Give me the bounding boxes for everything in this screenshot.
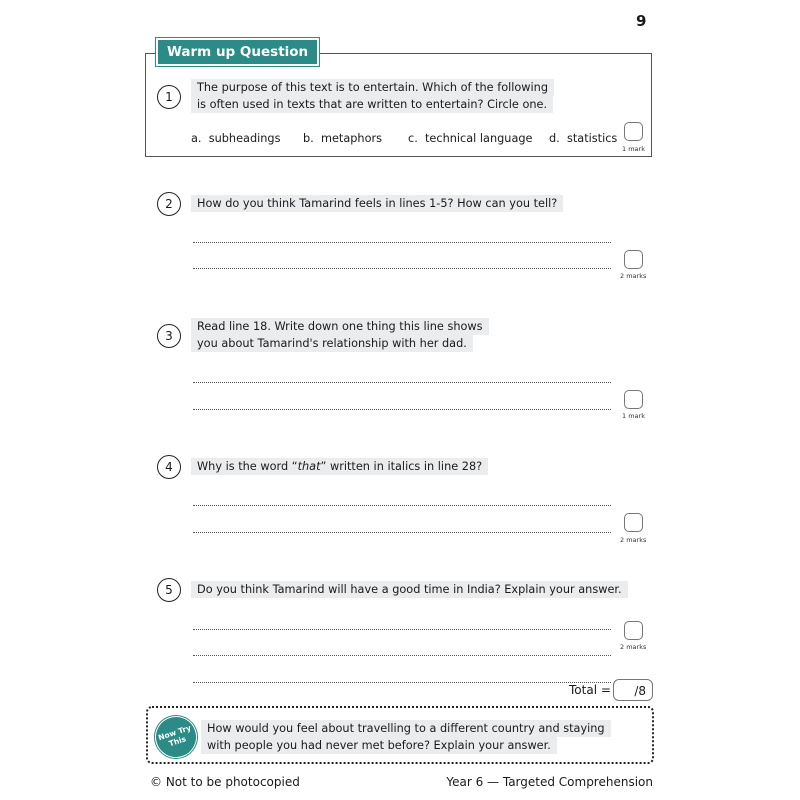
answer-line[interactable]: [193, 382, 611, 383]
mark-box-q1[interactable]: [624, 122, 643, 141]
footer-copyright: © Not to be photocopied: [150, 775, 300, 789]
question-number-4: 4: [157, 455, 181, 479]
mark-label-q5: 2 marks: [620, 643, 647, 651]
mark-label-q4: 2 marks: [620, 536, 647, 544]
option-c[interactable]: c. technical language: [408, 132, 533, 145]
question-3-line-2: you about Tamarind's relationship with her dad.: [191, 335, 473, 352]
question-2-text: How do you think Tamarind feels in lines 1-5? How can you tell?: [191, 195, 563, 212]
answer-line[interactable]: [193, 268, 611, 269]
question-number-3: 3: [157, 324, 181, 348]
option-b[interactable]: b. metaphors: [303, 132, 383, 145]
answer-line[interactable]: [193, 242, 611, 243]
total-label: Total =: [569, 683, 611, 697]
mark-label-q1: 1 mark: [622, 145, 645, 153]
mark-box-q2[interactable]: [624, 250, 643, 269]
answer-line[interactable]: [193, 505, 611, 506]
total-box[interactable]: /8: [613, 679, 653, 701]
question-4-text: Why is the word “that” written in italics in line 28?: [191, 458, 488, 475]
question-3-line-1: Read line 18. Write down one thing this line shows: [191, 318, 489, 335]
now-try-this-line-2: with people you had never met before? Explain your answer.: [201, 737, 557, 754]
page-number: 9: [636, 12, 647, 30]
answer-line[interactable]: [193, 655, 611, 656]
mark-box-q5[interactable]: [624, 621, 643, 640]
footer-book-title: Year 6 — Targeted Comprehension: [446, 775, 653, 789]
mark-box-q3[interactable]: [624, 390, 643, 409]
question-1-line-1: The purpose of this text is to entertain. Which of the following: [191, 79, 554, 96]
now-try-this-line-1: How would you feel about travelling to a different country and staying: [201, 720, 611, 737]
question-5-text: Do you think Tamarind will have a good time in India? Explain your answer.: [191, 581, 628, 598]
answer-line[interactable]: [193, 532, 611, 533]
question-1-line-2: is often used in texts that are written to entertain? Circle one.: [191, 96, 553, 113]
question-number-2: 2: [157, 192, 181, 216]
answer-line[interactable]: [193, 629, 611, 630]
mark-box-q4[interactable]: [624, 513, 643, 532]
warm-up-title: Warm up Question: [156, 38, 319, 66]
mark-label-q3: 1 mark: [622, 412, 645, 420]
answer-line[interactable]: [193, 682, 611, 683]
question-number-5: 5: [157, 578, 181, 602]
question-number-1: 1: [157, 85, 181, 109]
mark-label-q2: 2 marks: [620, 272, 647, 280]
option-a[interactable]: a. subheadings: [191, 132, 281, 145]
now-try-this-badge: Now Try This: [150, 711, 203, 764]
option-d[interactable]: d. statistics: [549, 132, 618, 145]
answer-line[interactable]: [193, 409, 611, 410]
